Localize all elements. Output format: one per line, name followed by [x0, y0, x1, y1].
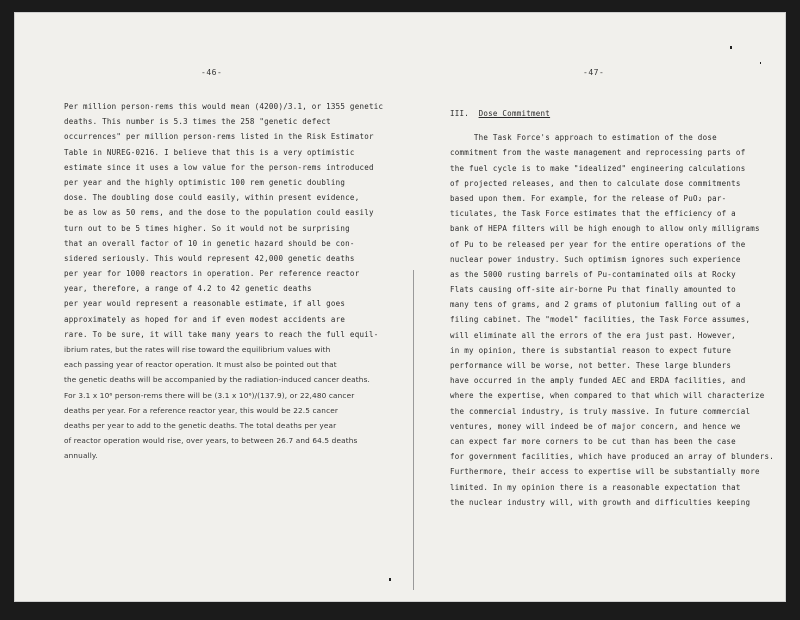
left-page-text [64, 99, 383, 464]
text-line: Furthermore, their access to expertise will be substantially more [450, 467, 760, 477]
text-line: per year would represent a reasonable estimate, if all goes [64, 299, 346, 309]
text-line: many tens of grams, and 2 grams of plutonium falling out of a [450, 300, 741, 310]
text-line: performance will be worse, not better. These large blunders [450, 361, 732, 370]
text-line: The Task Force's approach to estimation of the dose [450, 133, 717, 143]
text-line: rare. To be sure, it will take many years to reach the full equil- [64, 329, 379, 339]
text-line: bank of HEPA filters will be high enough to allow only milligrams [450, 224, 760, 234]
text-line: limited. In my opinion there is a reasonable expectation that [450, 482, 741, 492]
document-sheet [14, 12, 786, 602]
text-line: can expect far more corners to be cut than has been the case [450, 436, 736, 446]
text-line: Per million person-rems this would mean (4200)/3.1, or 1355 genetic [64, 102, 384, 111]
section-title: Dose Commitment [478, 109, 551, 118]
text-line: the nuclear industry will, with growth and difficulties keeping [450, 497, 751, 507]
right-page-number: -47- [583, 68, 605, 77]
text-line: deaths. This number is 5.3 times the 258 "genetic defect [64, 117, 331, 127]
text-line: ticulates, the Task Force estimates that the efficiency of a [450, 209, 736, 219]
inserted-text-line: of reactor operation would rise, over years, to between 26.7 and 64.5 deaths [64, 436, 358, 446]
text-line: turn out to be 5 times higher. So it would not be surprising [64, 223, 350, 233]
inserted-text-line: deaths per year. For a reference reactor year, this would be 22.5 cancer [64, 405, 339, 415]
text-line: will eliminate all the errors of the era just past. However, [450, 330, 736, 340]
inserted-text-line: annually. [64, 451, 98, 461]
text-line: Flats causing off-site air-borne Pu that finally amounted to [450, 285, 736, 295]
text-line: occurrences" per million person-rems listed in the Risk Estimator [64, 132, 374, 142]
inserted-text-line: each passing year of reactor operation. It must also be pointed out that [64, 360, 337, 370]
scan-speck [730, 46, 732, 49]
inserted-text-line: For 3.1 x 10⁶ person-rems there will be (3.1 x 10⁶)/(137.9), or 22,480 cancer [64, 390, 355, 400]
text-line: approximately as hoped for and if even modest accidents are [64, 314, 346, 324]
inserted-text-line: the genetic deaths will be accompanied by the radiation-induced cancer deaths. [64, 375, 370, 385]
text-line: ventures, money will indeed be of major concern, and hence we [450, 421, 741, 431]
inserted-text-line: ibrium rates, but the rates will rise toward the equilibrium values with [64, 345, 331, 354]
text-line: nuclear power industry. Such optimism ignores such experience [450, 254, 741, 264]
text-line: the commercial industry, is truly massive. In future commercial [450, 406, 751, 416]
text-line: per year for 1000 reactors in operation. Per reference reactor [64, 269, 360, 279]
section-heading [450, 106, 774, 121]
text-line: in my opinion, there is substantial reason to expect future [450, 345, 732, 355]
text-line: for government facilities, which have produced an array of blunders. [450, 452, 775, 462]
text-line: as the 5000 rusting barrels of Pu-contaminated oils at Rocky [450, 269, 736, 279]
text-line: filing cabinet. The "model" facilities, the Task Force assumes, [450, 315, 751, 325]
section-number: III. [450, 109, 470, 118]
text-line: year, therefore, a range of 4.2 to 42 genetic deaths [64, 284, 312, 294]
text-line: be as low as 50 rems, and the dose to the population could easily [64, 208, 374, 218]
scan-speck [760, 62, 761, 64]
text-line: where the expertise, when compared to that which will characterize [450, 391, 765, 401]
right-page-text [450, 106, 774, 510]
text-line: the fuel cycle is to make "idealized" engineering calculations [450, 163, 746, 173]
text-line: Table in NUREG-0216. I believe that this is a very optimistic [64, 147, 355, 157]
text-line: based upon them. For example, for the release of PuO₂ par- [450, 193, 727, 203]
text-line: commitment from the waste management and reprocessing parts of [450, 148, 746, 158]
page-fold-divider [413, 270, 414, 590]
text-line: dose. The doubling dose could easily, within present evidence, [64, 193, 360, 203]
text-line: have occurred in the amply funded AEC and ERDA facilities, and [450, 376, 746, 386]
left-page-number: -46- [201, 68, 223, 77]
text-line: estimate since it uses a low value for the person-rems introduced [64, 162, 374, 172]
text-line: of projected releases, and then to calculate dose commitments [450, 178, 741, 188]
scan-speck [389, 578, 391, 581]
text-line: per year and the highly optimistic 100 rem genetic doubling [64, 177, 346, 187]
text-line: sidered seriously. This would represent 42,000 genetic deaths [64, 253, 355, 263]
inserted-text-line: deaths per year to add to the genetic deaths. The total deaths per year [64, 420, 337, 430]
text-line: that an overall factor of 10 in genetic hazard should be con- [64, 238, 355, 248]
text-line: of Pu to be released per year for the entire operations of the [450, 239, 746, 249]
